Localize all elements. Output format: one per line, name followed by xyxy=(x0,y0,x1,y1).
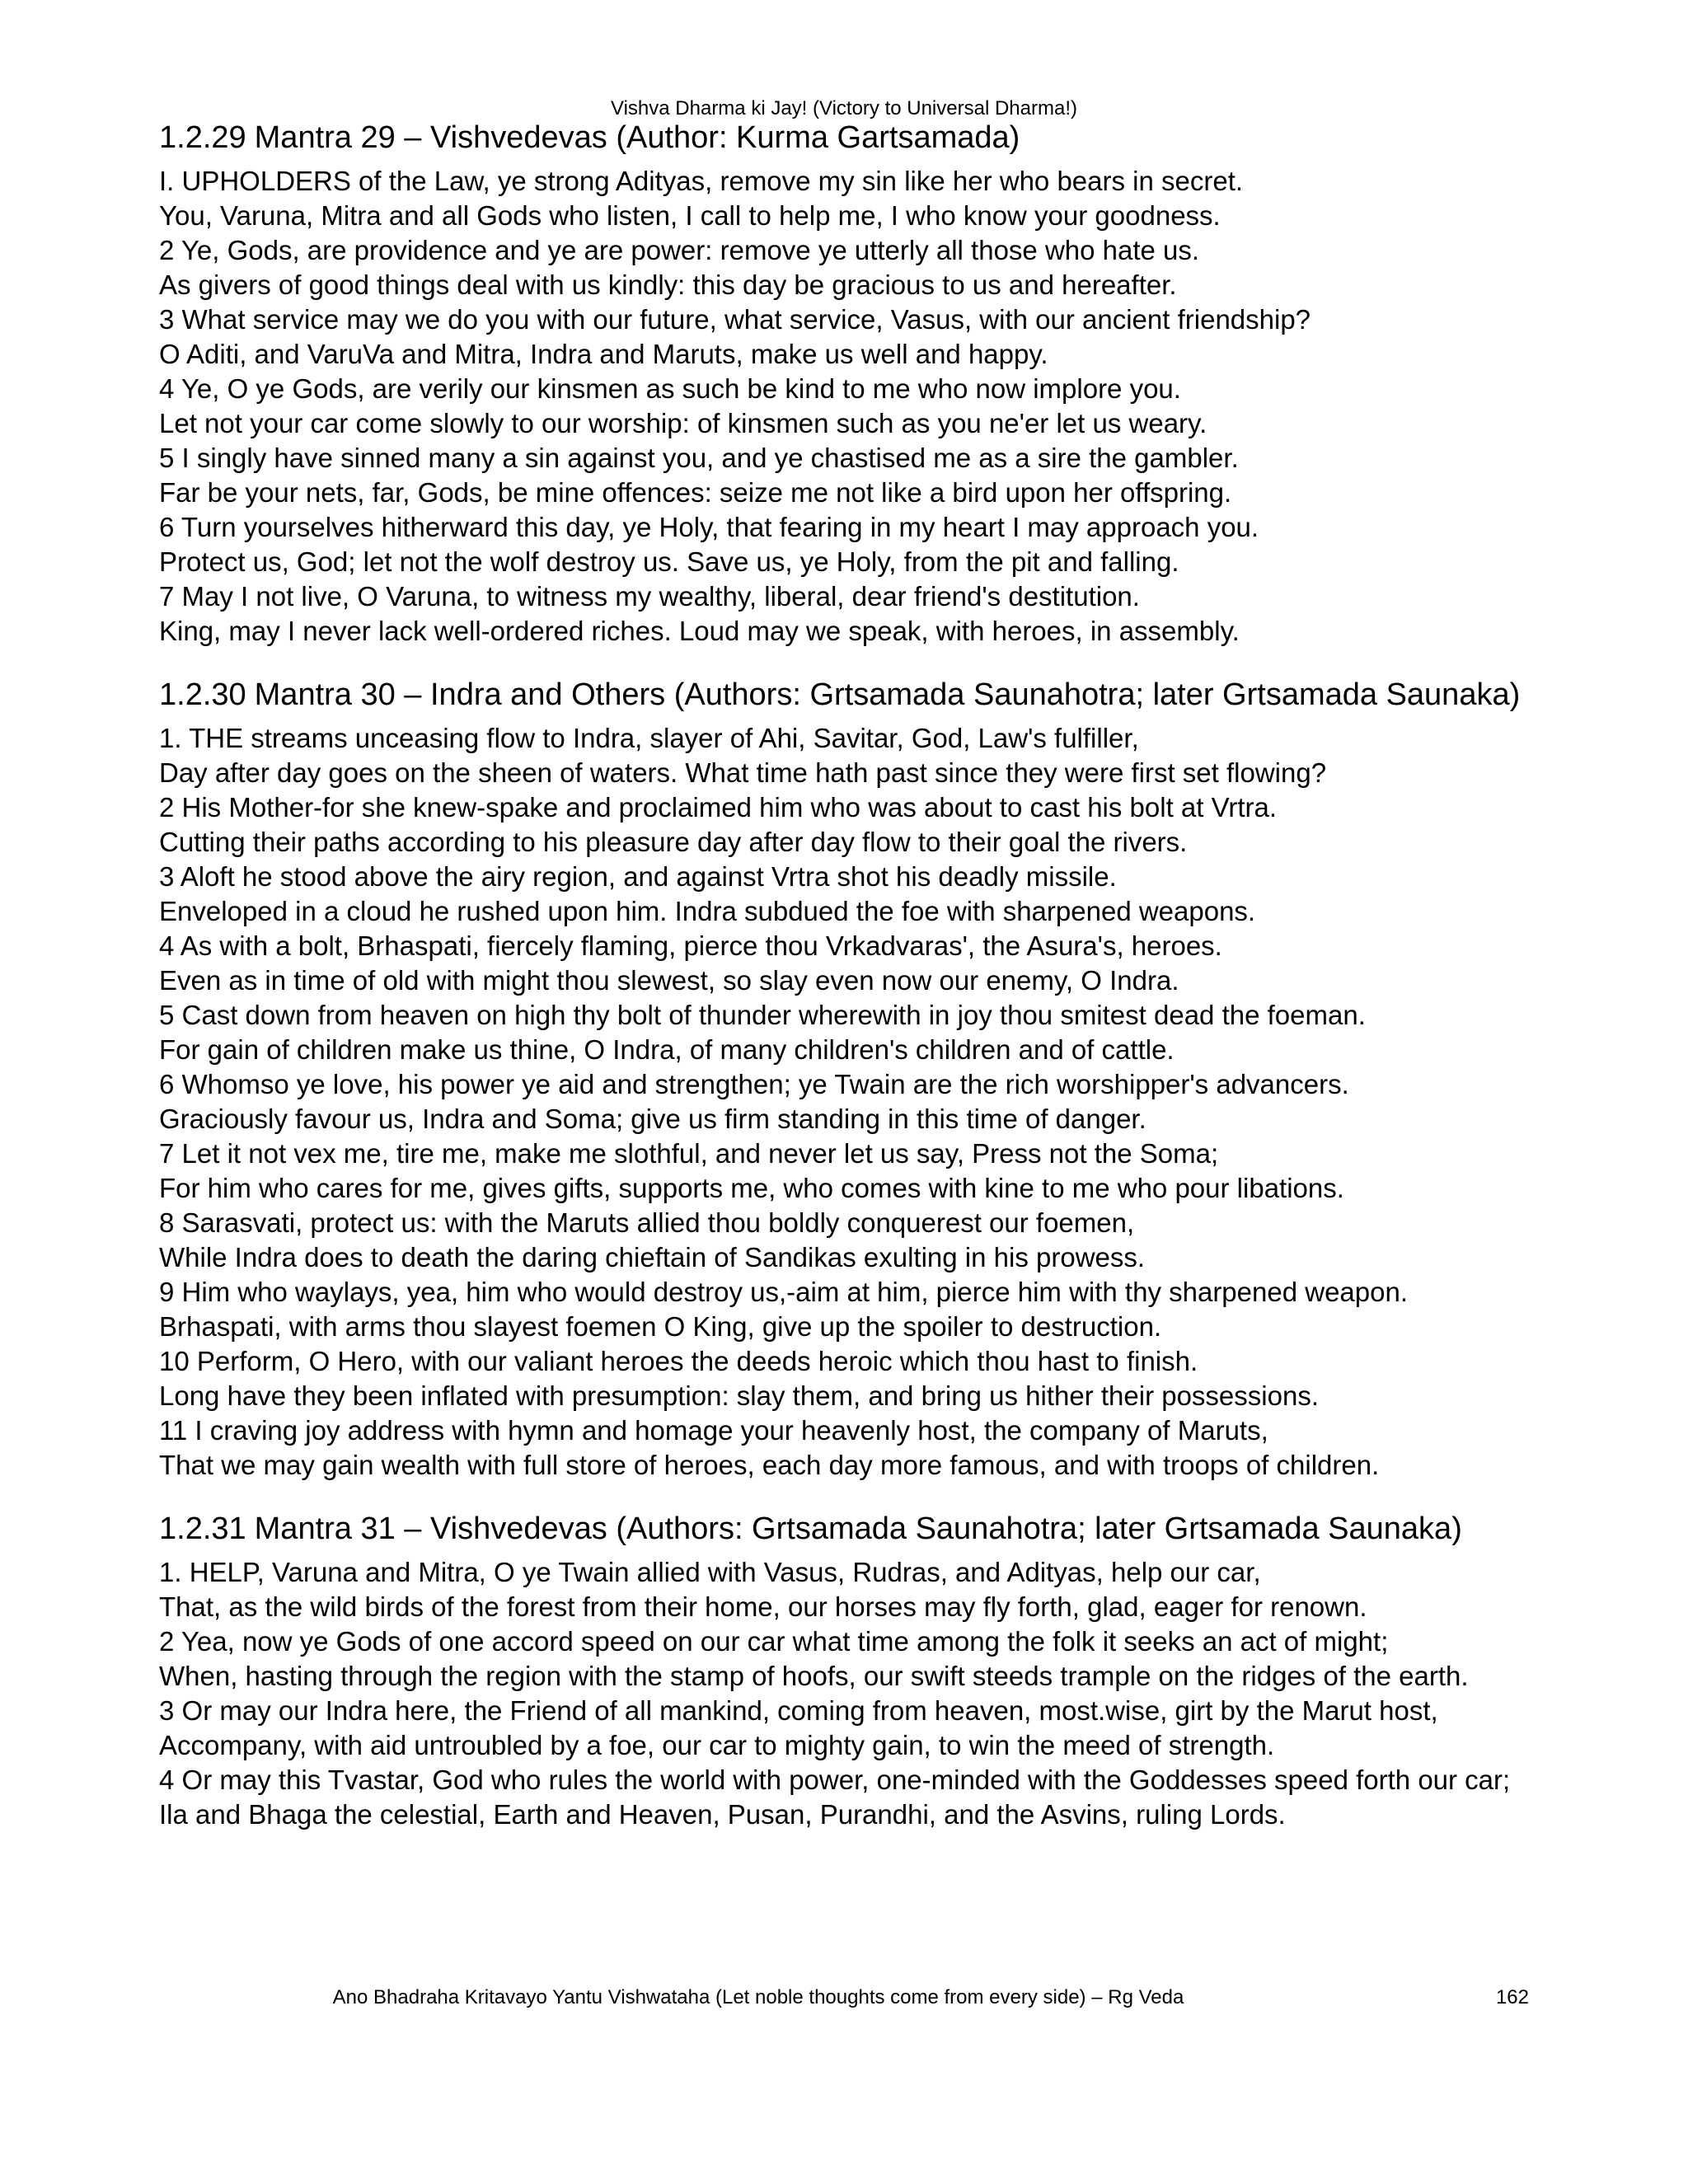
section-heading xyxy=(159,120,1560,156)
section-title: Mantra 31 – Vishvedevas (Authors: Grtsamada Saunahotra; later Grtsamada Saunaka) xyxy=(254,1511,1462,1546)
verse-line: 9 Him who waylays, yea, him who would destroy us,-aim at him, pierce him with thy sharpened weapon. xyxy=(159,1277,1409,1307)
verse-line: 2 Yea, now ye Gods of one accord speed on our car what time among the folk it seeks an act of might; xyxy=(159,1626,1389,1657)
section-title: Mantra 29 – Vishvedevas (Author: Kurma Gartsamada) xyxy=(254,120,1020,155)
verse-line: As givers of good things deal with us kindly: this day be gracious to us and hereafter. xyxy=(159,269,1177,300)
verse-line: Even as in time of old with might thou slewest, so slay even now our enemy, O Indra. xyxy=(159,965,1179,996)
verse-line: 6 Whomso ye love, his power ye aid and strengthen; ye Twain are the rich worshipper's advancers. xyxy=(159,1069,1349,1099)
verse-line: 2 His Mother-for she knew-spake and proclaimed him who was about to cast his bolt at Vrtra. xyxy=(159,792,1278,823)
verse-line: 8 Sarasvati, protect us: with the Maruts allied thou boldly conquerest our foemen, xyxy=(159,1207,1135,1238)
verse-line: 7 Let it not vex me, tire me, make me slothful, and never let us say, Press not the Soma; xyxy=(159,1138,1219,1169)
verse-line: Ila and Bhaga the celestial, Earth and Heaven, Pusan, Purandhi, and the Asvins, ruling Lords. xyxy=(159,1799,1286,1830)
verse-line: 11 I craving joy address with hymn and homage your heavenly host, the company of Maruts, xyxy=(159,1415,1268,1446)
mantra-section xyxy=(159,1511,1560,1832)
verse-line: When, hasting through the region with the stamp of hoofs, our swift steeds trample on the ridges of the earth. xyxy=(159,1661,1469,1691)
section-number: 1.2.29 xyxy=(159,120,246,155)
verse-line: 3 Aloft he stood above the airy region, and against Vrtra shot his deadly missile. xyxy=(159,861,1117,892)
verse-line: Day after day goes on the sheen of waters. What time hath past since they were first set flowing? xyxy=(159,757,1327,788)
verse-line: For him who cares for me, gives gifts, supports me, who comes with kine to me who pour libations. xyxy=(159,1173,1344,1203)
verse-line: Cutting their paths according to his pleasure day after day flow to their goal the rivers. xyxy=(159,827,1188,857)
page-footer xyxy=(0,1983,1688,2013)
mantra-section xyxy=(159,677,1560,1483)
footer-quote: Ano Bhadraha Kritavayo Yantu Vishwataha (Let noble thoughts come from every side) – Rg Veda xyxy=(332,1986,1184,2008)
verse-line: Far be your nets, far, Gods, be mine offences: seize me not like a bird upon her offspring. xyxy=(159,477,1232,508)
verse-line: That we may gain wealth with full store of heroes, each day more famous, and with troops of children. xyxy=(159,1450,1380,1480)
section-title: Mantra 30 – Indra and Others (Authors: Grtsamada Saunahotra; later Grtsamada Saunaka) xyxy=(254,677,1521,712)
verse-line: 3 Or may our Indra here, the Friend of all mankind, coming from heaven, most.wise, girt by the Marut host, xyxy=(159,1695,1438,1726)
verse-line: 3 What service may we do you with our future, what service, Vasus, with our ancient friendship? xyxy=(159,304,1311,335)
verse-line: Accompany, with aid untroubled by a foe, our car to mighty gain, to win the meed of strength. xyxy=(159,1730,1275,1760)
section-heading xyxy=(159,677,1560,713)
verse-line: Graciously favour us, Indra and Soma; give us firm standing in this time of danger. xyxy=(159,1104,1146,1134)
verse-line: 5 I singly have sinned many a sin against you, and ye chastised me as a sire the gambler. xyxy=(159,443,1239,473)
mantra-section xyxy=(159,120,1560,649)
verse-line: Enveloped in a cloud he rushed upon him. Indra subdued the foe with sharpened weapons. xyxy=(159,896,1256,926)
verse-line: I. UPHOLDERS of the Law, ye strong Adityas, remove my sin like her who bears in secret. xyxy=(159,166,1244,196)
verse-line: That, as the wild birds of the forest from their home, our horses may fly forth, glad, eager for renown. xyxy=(159,1591,1367,1622)
verse-line: While Indra does to death the daring chieftain of Sandikas exulting in his prowess. xyxy=(159,1242,1146,1272)
section-number: 1.2.30 xyxy=(159,677,246,712)
verse-line: 7 May I not live, O Varuna, to witness my wealthy, liberal, dear friend's destitution. xyxy=(159,581,1140,612)
verse-line: For gain of children make us thine, O Indra, of many children's children and of cattle. xyxy=(159,1034,1175,1065)
verse-line: 5 Cast down from heaven on high thy bolt of thunder wherewith in joy thou smitest dead the foeman. xyxy=(159,1000,1366,1030)
page-number: 162 xyxy=(1495,1986,1529,2008)
verse-line: 1. THE streams unceasing flow to Indra, slayer of Ahi, Savitar, God, Law's fulfiller, xyxy=(159,723,1139,753)
verse-line: O Aditi, and VaruVa and Mitra, Indra and Maruts, make us well and happy. xyxy=(159,339,1048,369)
verse-line: 2 Ye, Gods, are providence and ye are power: remove ye utterly all those who hate us. xyxy=(159,235,1200,265)
section-number: 1.2.31 xyxy=(159,1511,246,1546)
verse-line: 6 Turn yourselves hitherward this day, ye Holy, that fearing in my heart I may approach you. xyxy=(159,512,1259,542)
verse-line: Protect us, God; let not the wolf destroy us. Save us, ye Holy, from the pit and falling. xyxy=(159,546,1179,577)
section-heading xyxy=(159,1511,1560,1547)
verse-line: Brhaspati, with arms thou slayest foemen O King, give up the spoiler to destruction. xyxy=(159,1311,1162,1342)
verse-line: You, Varuna, Mitra and all Gods who listen, I call to help me, I who know your goodness. xyxy=(159,200,1221,231)
verse-line: King, may I never lack well-ordered riches. Loud may we speak, with heroes, in assembly. xyxy=(159,616,1240,646)
verse-line: 4 Or may this Tvastar, God who rules the world with power, one-minded with the Goddesses speed forth our car; xyxy=(159,1765,1511,1795)
verse-line: 4 As with a bolt, Brhaspati, fiercely flaming, pierce thou Vrkadvaras', the Asura's, heroes. xyxy=(159,930,1222,961)
verse-line: Long have they been inflated with presumption: slay them, and bring us hither their possessions. xyxy=(159,1380,1319,1411)
verse-line: Let not your car come slowly to our worship: of kinsmen such as you ne'er let us weary. xyxy=(159,408,1207,438)
page-content xyxy=(159,120,1560,1860)
verse-line: 10 Perform, O Hero, with our valiant heroes the deeds heroic which thou hast to finish. xyxy=(159,1346,1198,1376)
verse-line: 4 Ye, O ye Gods, are verily our kinsmen as such be kind to me who now implore you. xyxy=(159,373,1181,404)
verse-line: 1. HELP, Varuna and Mitra, O ye Twain allied with Vasus, Rudras, and Adityas, help our car, xyxy=(159,1557,1261,1587)
running-header: Vishva Dharma ki Jay! (Victory to Universal Dharma!) xyxy=(611,97,1077,120)
